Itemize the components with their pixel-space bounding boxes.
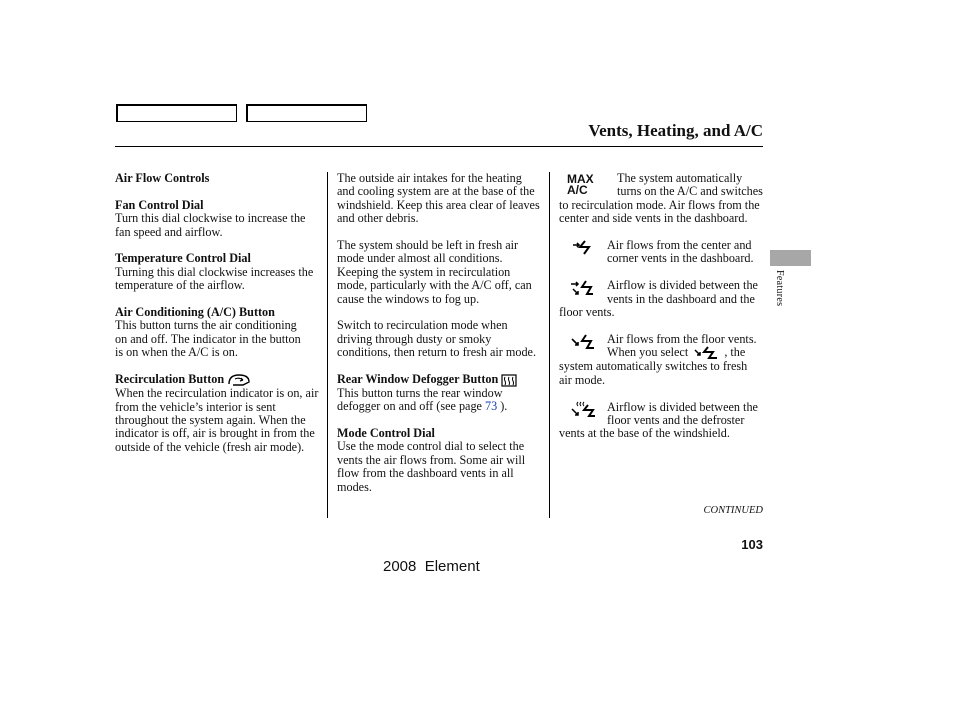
mode-text: Use the mode control dial to select the vents the air flows from. Some air will flow from the dashboard vents in all modes.: [337, 439, 526, 494]
recirc-mode-paragraph: Switch to recirculation mode when driving through dusty or smoky conditions, then return to fresh air mode.: [337, 318, 537, 360]
floor-vent-icon: [569, 333, 597, 351]
column-divider-2: [549, 172, 550, 518]
ac-label: A/C: [567, 183, 588, 197]
nav-tab-1[interactable]: [116, 104, 237, 122]
section-side-tab: [770, 250, 811, 266]
defog-heading-line: [337, 373, 542, 387]
page-73-link[interactable]: 73: [485, 399, 498, 414]
title-rule: [115, 146, 763, 147]
rear-defogger-icon: [501, 374, 517, 387]
ac-text: This button turns the air conditioning on and off. The indicator in the button is on when the A/C is on.: [115, 318, 301, 360]
nav-tab-2[interactable]: [246, 104, 367, 122]
recirc-heading-line: [115, 373, 320, 387]
defog-heading: Rear Window Defogger Button: [337, 372, 499, 387]
ac-heading: Air Conditioning (A/C) Button: [115, 305, 275, 320]
maxac-text: The system automatically turns on the A/C and switches to recirculation mode. Air flows from the center and side vents in the dashboard.: [559, 171, 763, 226]
floor-defrost-icon: [569, 401, 597, 419]
dash-mode-text: Air flows from the center and corner vents in the dashboard.: [607, 238, 754, 266]
recirculation-icon: [227, 373, 253, 387]
mode-heading: Mode Control Dial: [337, 425, 435, 440]
maxac-block: [559, 172, 763, 226]
floor-vent-icon-inline: [691, 346, 721, 360]
intake-paragraph: The outside air intakes for the heating and cooling system are at the base of the windshield. Keep this area clear of leaves and other debris.: [337, 171, 540, 226]
recirc-text: When the recirculation indicator is on, air from the vehicle’s interior is sent throughout the system again. When the indicator is off, air is brought in from the outside of the vehicle (fresh air mode).: [115, 386, 319, 454]
floor-text-end: , the system automatically switches to fresh air mode.: [559, 345, 748, 387]
dashboard-vent-icon: [569, 239, 597, 257]
fan-heading: Fan Control Dial: [115, 197, 204, 212]
page-number: 103: [741, 537, 763, 552]
floor-defrost-block: [559, 401, 763, 441]
page-title: Vents, Heating, and A/C: [588, 121, 763, 140]
fresh-air-paragraph: The system should be left in fresh air mode under almost all conditions. Keeping the system in recirculation mode, particularly with the A/C off, can cause the windows to fog up.: [337, 238, 532, 306]
section-title: Air Flow Controls: [115, 171, 210, 185]
defog-text-end: ).: [497, 399, 508, 414]
bilevel-text: Airflow is divided between the vents in the dashboard and the floor vents.: [559, 278, 758, 320]
max-ac-icon: [567, 174, 611, 198]
defog-text-block: [337, 387, 542, 414]
max-label: MAX: [567, 172, 594, 186]
fan-text: Turn this dial clockwise to increase the fan speed and airflow.: [115, 211, 306, 239]
temp-text: Turning this dial clockwise increases the temperature of the airflow.: [115, 264, 314, 293]
defog-text: This button turns the rear window defogger on and off (see page: [337, 385, 503, 414]
column-divider-1: [327, 172, 328, 518]
floor-mode-block: [559, 333, 763, 387]
bilevel-block: [559, 279, 763, 319]
floor-defrost-text: Airflow is divided between the floor vents and the defroster vents at the base of the windshield.: [559, 399, 758, 441]
section-side-label: Features: [774, 270, 785, 307]
column-3: [559, 172, 763, 441]
recirc-heading: Recirculation Button: [115, 372, 225, 387]
dash-mode-block: [559, 239, 763, 266]
continued-label: CONTINUED: [703, 505, 763, 516]
temp-heading: Temperature Control Dial: [115, 251, 251, 266]
column-1: [115, 172, 320, 454]
floor-text: Air flows from the floor vents. When you select: [607, 331, 757, 360]
bilevel-vent-icon: [569, 279, 597, 297]
column-2: [337, 172, 542, 494]
footer-model: 2008 Element: [383, 558, 480, 575]
